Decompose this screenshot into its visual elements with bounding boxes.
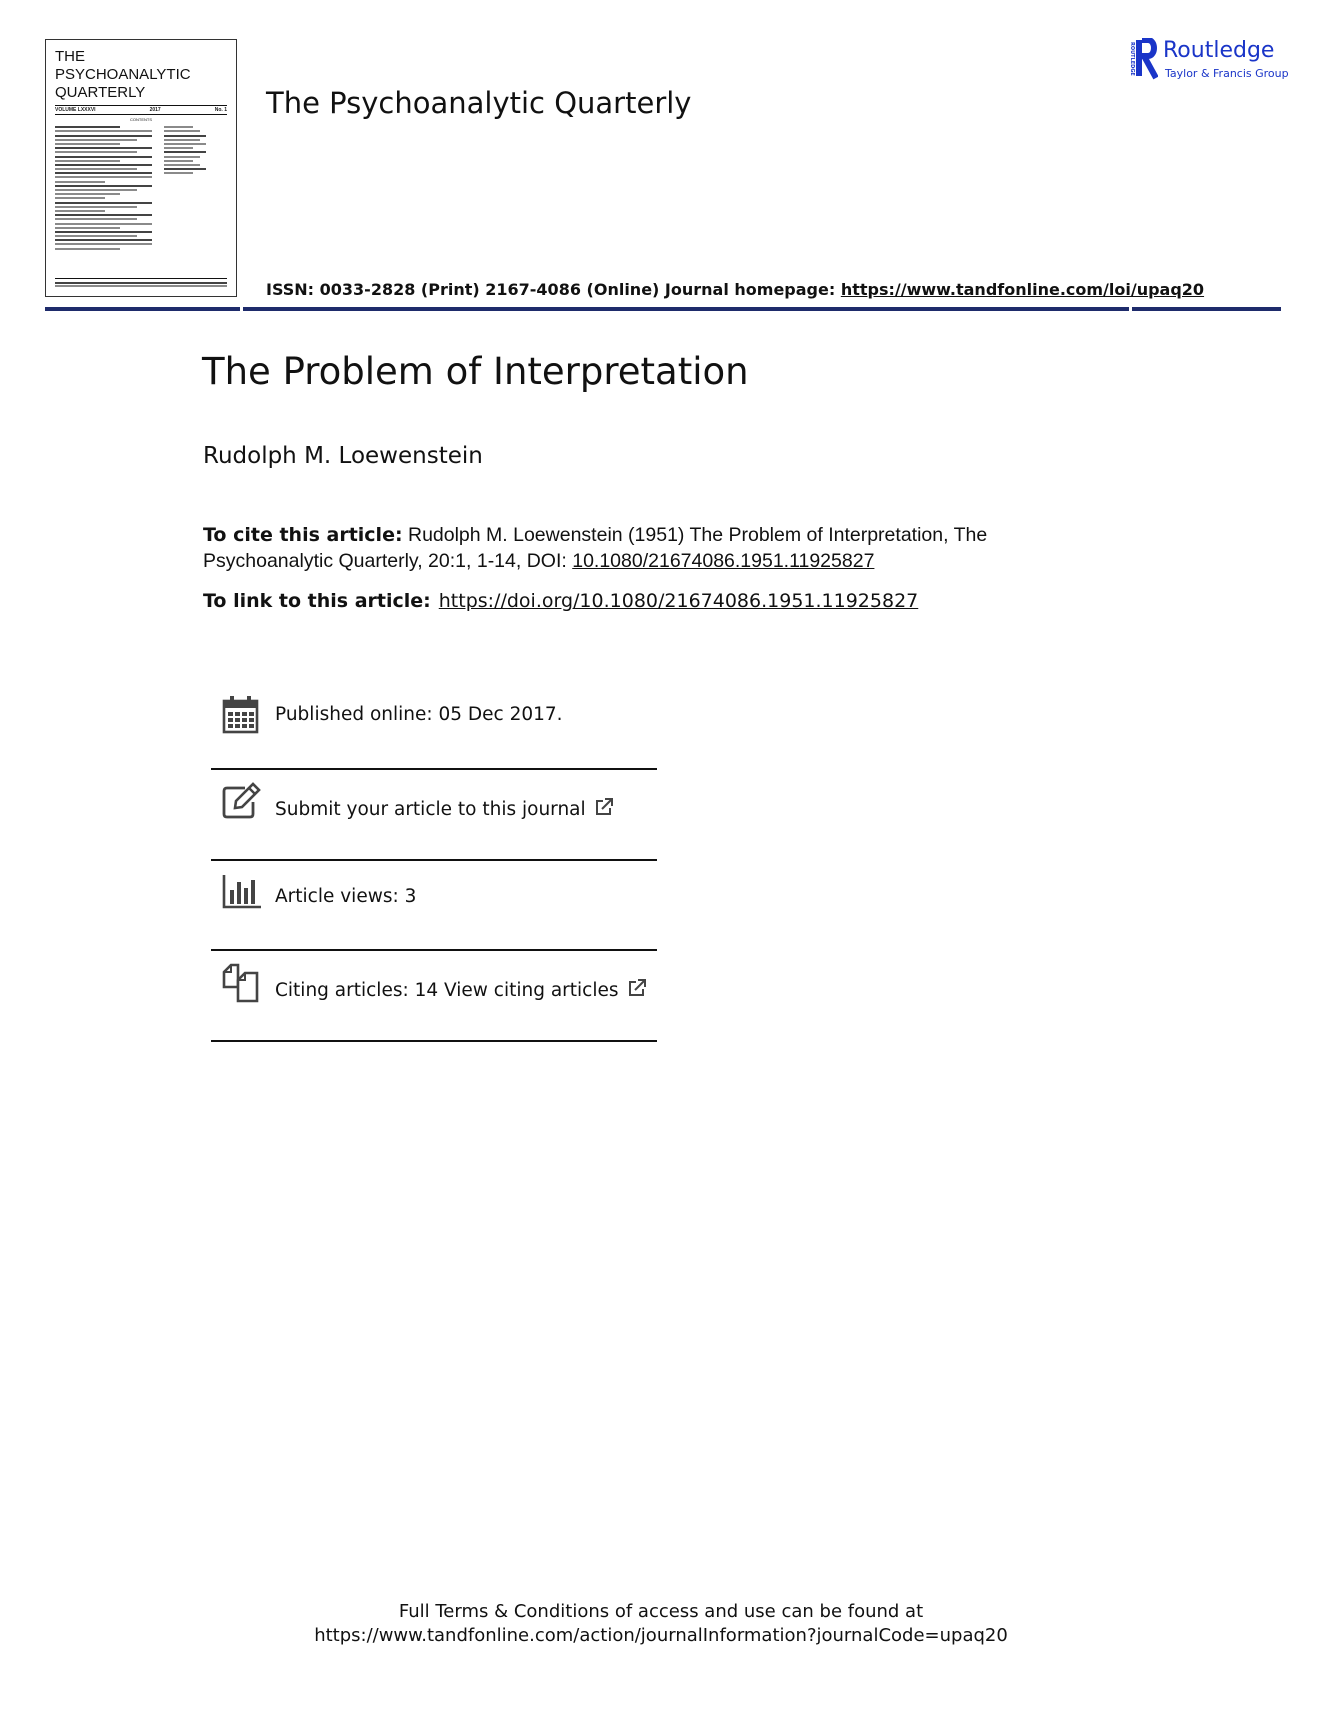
cite-doi-link[interactable]: 10.1080/21674086.1951.11925827 (572, 550, 875, 572)
citing-articles-text: Citing articles: 14 View citing articles (275, 980, 619, 1001)
submit-article-item[interactable] (211, 782, 657, 862)
cover-number: No. 1 (214, 107, 227, 113)
header-rule (1132, 307, 1281, 311)
cover-contents-list (55, 124, 227, 252)
journal-homepage-link[interactable]: https://www.tandfonline.com/loi/upaq20 (840, 280, 1205, 299)
external-link-icon (627, 978, 647, 998)
article-author: Rudolph M. Loewenstein (203, 443, 483, 469)
divider (211, 859, 657, 861)
cover-volume: VOLUME LXXXVI (55, 107, 96, 113)
terms-footer (0, 1600, 1322, 1648)
cite-label: To cite this article: (203, 524, 403, 546)
cover-title-line: THE (55, 48, 85, 65)
citation-block (203, 522, 1083, 574)
logo-group: Taylor & Francis Group (1165, 67, 1289, 80)
cite-text-line2: Psychoanalytic Quarterly, 20:1, 1-14, DOI: (203, 550, 573, 572)
cover-title (55, 48, 227, 102)
calendar-icon (221, 695, 261, 735)
documents-icon (221, 963, 261, 1003)
routledge-logo[interactable] (1128, 36, 1290, 84)
journal-cover-thumbnail (45, 39, 237, 297)
article-title: The Problem of Interpretation (202, 350, 749, 393)
logo-name: Routledge (1163, 38, 1275, 63)
published-online-item (211, 695, 657, 775)
divider (211, 949, 657, 951)
submit-article-text: Submit your article to this journal (275, 799, 586, 820)
terms-url[interactable]: https://www.tandfonline.com/action/journalInformation?journalCode=upaq20 (314, 1625, 1008, 1646)
submit-article-link[interactable] (275, 797, 614, 820)
citing-articles-item[interactable] (211, 963, 657, 1043)
issn-line (266, 280, 1204, 299)
edit-icon (221, 782, 261, 822)
cover-title-line: PSYCHOANALYTIC (55, 66, 191, 83)
issn-text: ISSN: 0033-2828 (Print) 2167-4086 (Online) Journal homepage: (266, 280, 841, 299)
journal-title: The Psychoanalytic Quarterly (266, 86, 692, 120)
cover-volume-bar (55, 105, 227, 115)
view-citing-articles-link[interactable] (275, 978, 647, 1001)
header-rule (45, 307, 240, 311)
cover-contents-label: CONTENTS (130, 117, 152, 122)
logo-mark-text: ROUTLEDGE (1129, 42, 1135, 76)
link-label: To link to this article: (203, 590, 431, 612)
external-link-icon (594, 797, 614, 817)
routledge-mark-icon (1128, 38, 1158, 82)
article-doi-link[interactable]: https://doi.org/10.1080/21674086.1951.11925827 (438, 590, 919, 612)
published-online-text: Published online: 05 Dec 2017. (275, 704, 563, 725)
bar-chart-icon (221, 872, 261, 912)
header-rule (243, 307, 1129, 311)
cite-text-line1: Rudolph M. Loewenstein (1951) The Problem of Interpretation, The (407, 524, 988, 546)
article-views-item (211, 872, 657, 952)
article-views-text: Article views: 3 (275, 886, 417, 907)
divider (211, 768, 657, 770)
article-link-row (203, 590, 918, 612)
cover-title-line: QUARTERLY (55, 84, 146, 101)
cover-year: 2017 (149, 107, 161, 113)
terms-line: Full Terms & Conditions of access and use can be found at (398, 1601, 924, 1622)
divider (211, 1040, 657, 1042)
